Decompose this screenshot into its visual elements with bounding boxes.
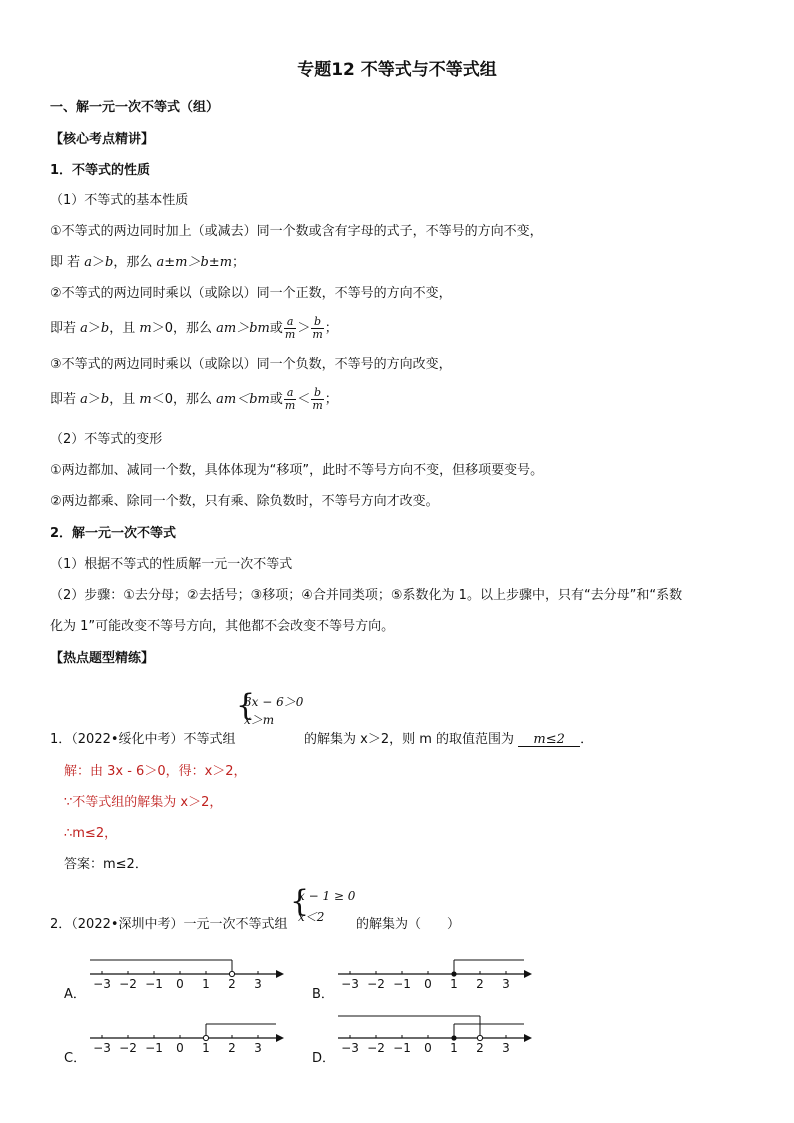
tick-label: 1 bbox=[450, 977, 458, 991]
solve-heading: 2．解一元一次不等式 bbox=[50, 526, 177, 541]
rule-3-example: 即若 a＞b，且 m＜0，那么 am＜bm或 $\frac{a}{m}$ ＜ $\frac{b}{m}$ ； bbox=[50, 386, 338, 413]
fraction-b-over-m: $\frac{b}{m}$ bbox=[312, 386, 323, 413]
number-line-svg bbox=[86, 1016, 286, 1060]
transform-2: ②两边都乘、除同一个数，只有乘、除负数时，不等号方向才改变。 bbox=[50, 494, 439, 509]
tick-label: −3 bbox=[341, 1041, 359, 1052]
number-line-svg bbox=[86, 952, 286, 996]
tick-label: 3 bbox=[502, 1041, 510, 1052]
solid-point bbox=[451, 971, 456, 976]
rule-2: ②不等式的两边同时乘以（或除以）同一个正数，不等号的方向不变， bbox=[50, 286, 452, 301]
option-b-label[interactable]: B． bbox=[312, 987, 334, 1002]
fraction-a-over-m: $\frac{a}{m}$ bbox=[284, 315, 296, 342]
tick-label: 3 bbox=[254, 1041, 262, 1055]
axis-arrow-icon bbox=[524, 1034, 532, 1042]
hollow-point bbox=[477, 1035, 482, 1040]
number-line-option-b bbox=[334, 952, 534, 996]
question-1-text: 的解集为 x＞2，则 m 的取值范围为 m≤2 ． bbox=[304, 732, 594, 747]
tick-label: −2 bbox=[119, 1041, 137, 1055]
solve-steps: （2）步骤：①去分母；②去括号；③移项；④合并同类项；⑤系数化为 1。以上步骤中，只有“去分母”和“系数 bbox=[50, 588, 683, 603]
hollow-point bbox=[229, 971, 234, 976]
question-2-text: 的解集为（ ） bbox=[356, 917, 461, 932]
tick-label: 2 bbox=[476, 977, 484, 991]
tick-label: 0 bbox=[424, 977, 432, 991]
tick-label: 0 bbox=[176, 1041, 184, 1055]
option-c-label[interactable]: C． bbox=[64, 1051, 87, 1066]
transform-1: ①两边都加、减同一个数，具体体现为“移项”，此时不等号方向不变，但移项要变号。 bbox=[50, 463, 544, 478]
tick-label: 3 bbox=[254, 977, 262, 991]
number-line-option-c bbox=[86, 1016, 286, 1060]
tick-label: 1 bbox=[202, 1041, 210, 1055]
solution-line-3: ∴m≤2， bbox=[64, 826, 118, 841]
solution-line-2: ∵不等式组的解集为 x＞2， bbox=[64, 795, 223, 810]
tick-label: −3 bbox=[341, 977, 359, 991]
solution-answer: 答案：m≤2． bbox=[64, 857, 148, 872]
tick-label: 2 bbox=[228, 977, 236, 991]
solve-sub1: （1）根据不等式的性质解一元一次不等式 bbox=[50, 557, 293, 572]
brace-icon: { bbox=[236, 688, 256, 723]
practice-heading: 【热点题型精练】 bbox=[50, 651, 155, 666]
tick-label: 2 bbox=[476, 1041, 484, 1052]
solution-line-1: 解：由 3x - 6＞0，得：x＞2， bbox=[64, 764, 247, 779]
page-title: 专题12 不等式与不等式组 bbox=[297, 60, 497, 80]
tick-label: −2 bbox=[367, 1041, 385, 1052]
question-1-prefix: 1．（2022•绥化中考）不等式组 bbox=[50, 732, 236, 747]
inequality-system-q2: { x − 1 ≥ 0 x＜2 bbox=[290, 884, 356, 924]
tick-label: 1 bbox=[450, 1041, 458, 1052]
rule-2-example: 即若 a＞b，且 m＞0，那么 am＞bm或 $\frac{a}{m}$ ＞ $\frac{b}{m}$ ； bbox=[50, 315, 338, 342]
tick-label: 0 bbox=[176, 977, 184, 991]
solid-point bbox=[451, 1035, 456, 1040]
fraction-b-over-m: $\frac{b}{m}$ bbox=[312, 315, 323, 342]
tick-label: −1 bbox=[393, 1041, 411, 1052]
transform-subheading: （2）不等式的变形 bbox=[50, 432, 163, 447]
tick-label: −1 bbox=[393, 977, 411, 991]
answer-blank: m≤2 bbox=[518, 733, 580, 747]
basic-property-subheading: （1）不等式的基本性质 bbox=[50, 193, 189, 208]
tick-label: 1 bbox=[202, 977, 210, 991]
number-line-svg bbox=[334, 952, 534, 996]
core-heading: 【核心考点精讲】 bbox=[50, 132, 155, 147]
tick-label: −1 bbox=[145, 1041, 163, 1055]
number-line-option-a bbox=[86, 952, 286, 996]
option-d-label[interactable]: D． bbox=[312, 1051, 336, 1066]
inequality-system-q1: { 3x − 6＞0 x＞m bbox=[236, 688, 304, 727]
brace-icon: { bbox=[290, 884, 310, 919]
property-heading: 1．不等式的性质 bbox=[50, 163, 151, 178]
tick-label: −3 bbox=[93, 977, 111, 991]
section-heading: 一、解一元一次不等式（组） bbox=[50, 100, 220, 115]
tick-label: −2 bbox=[119, 977, 137, 991]
axis-arrow-icon bbox=[524, 970, 532, 978]
tick-label: −3 bbox=[93, 1041, 111, 1055]
rule-1-example: 即 若 a＞b，那么 a±m＞b±m； bbox=[50, 255, 246, 270]
tick-label: −1 bbox=[145, 977, 163, 991]
axis-arrow-icon bbox=[276, 970, 284, 978]
tick-label: 0 bbox=[424, 1041, 432, 1052]
rule-3: ③不等式的两边同时乘以（或除以）同一个负数，不等号的方向改变， bbox=[50, 357, 452, 372]
number-line-option-d bbox=[334, 1008, 534, 1052]
tick-label: 3 bbox=[502, 977, 510, 991]
solve-steps-continued: 化为 1”可能改变不等号方向，其他都不会改变不等号方向。 bbox=[50, 619, 395, 634]
tick-label: 2 bbox=[228, 1041, 236, 1055]
fraction-a-over-m: $\frac{a}{m}$ bbox=[284, 386, 296, 413]
tick-label: −2 bbox=[367, 977, 385, 991]
rule-1: ①不等式的两边同时加上（或减去）同一个数或含有字母的式子，不等号的方向不变， bbox=[50, 224, 543, 239]
number-line-svg bbox=[334, 1008, 534, 1052]
question-2-prefix: 2．（2022•深圳中考）一元一次不等式组 bbox=[50, 917, 288, 932]
hollow-point bbox=[203, 1035, 208, 1040]
option-a-label[interactable]: A． bbox=[64, 987, 86, 1002]
axis-arrow-icon bbox=[276, 1034, 284, 1042]
